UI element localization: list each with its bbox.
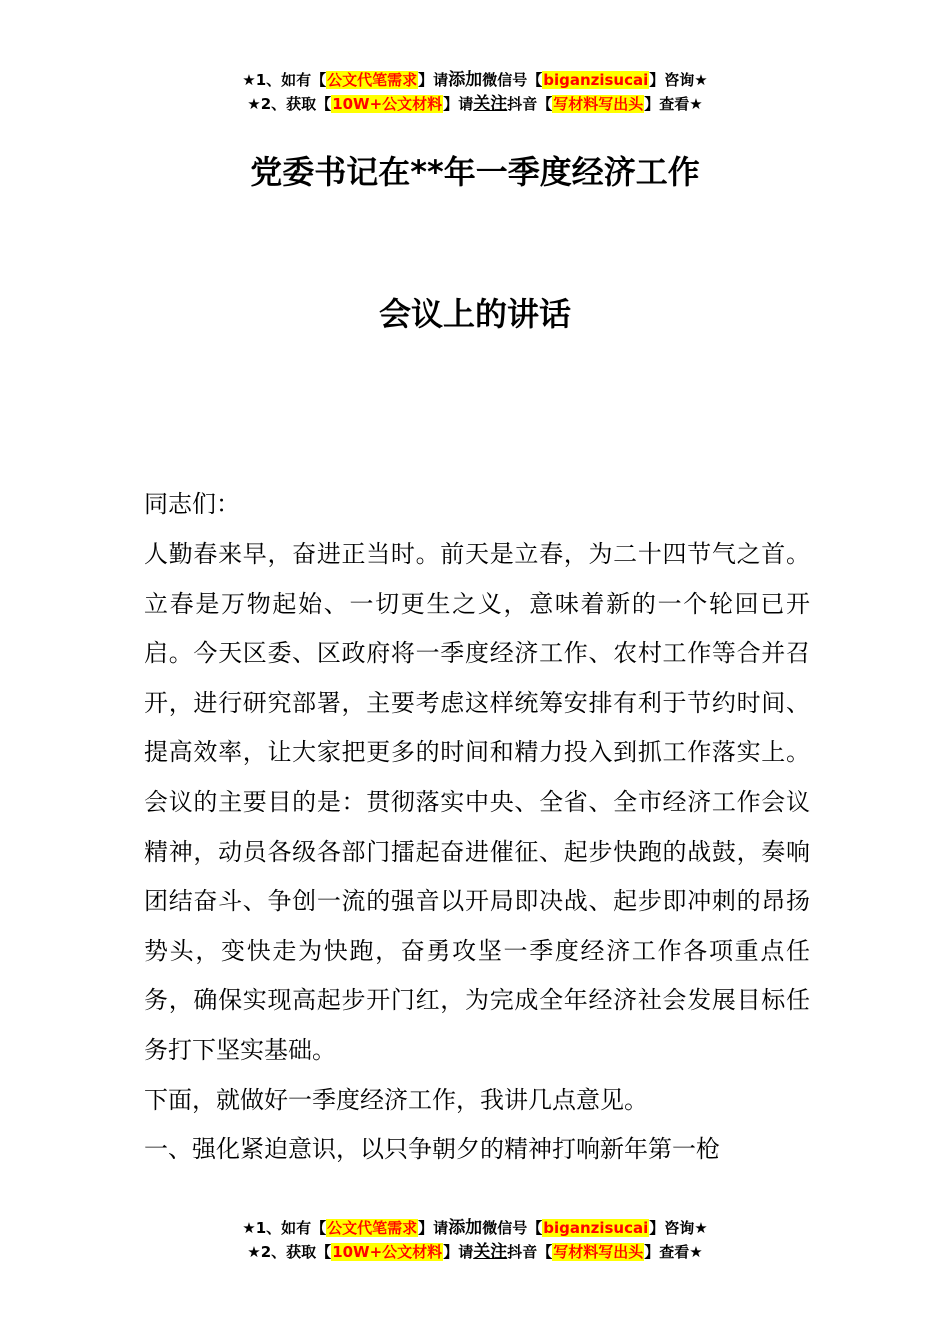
banner-line-2 — [0, 92, 950, 116]
highlight-douyin-id: 写材料写出头 — [553, 1243, 644, 1261]
banner-text: 】咨询 — [649, 1219, 695, 1237]
banner-emphasis: 关注 — [473, 1242, 508, 1262]
paragraph: 人勤春来早，奋进正当时。前天是立春，为二十四节气之首。立春是万物起始、一切更生之义，意味着新的一个轮回已开启。今天区委、区政府将一季度经济工作、农村工作等合并召开，进行研究部署，主要考虑这样统筹安排有利于节约时间、提高效率，让大家把更多的时间和精力投入到抓工作落实上。会议的主要目的是：贯彻落实中央、全省、全市经济工作会议精神，动员各级各部门擂起奋进催征、起步快跑的战鼓，奏响团结奋斗、争创一流的强音以开局即决战、起步即冲刺的昂扬势头，变快走为快跑，奋勇攻坚一季度经济工作各项重点任务，确保实现高起步开门红，为完成全年经济社会发展目标任务打下坚实基础。 — [144, 540, 810, 1064]
banner-text: 】咨询 — [649, 71, 695, 89]
banner-text: 抖音【 — [507, 95, 553, 113]
highlight-wechat-id: biganzisucai — [543, 1219, 649, 1237]
banner-line-1 — [0, 1216, 950, 1240]
star-icon: ★ — [242, 1219, 256, 1237]
banner-text: 1、如有【 — [255, 71, 327, 89]
banner-line-2 — [0, 1240, 950, 1264]
highlight-materials: 10W+公文材料 — [332, 1243, 443, 1261]
section-heading: 一、强化紧迫意识，以只争朝夕的精神打响新年第一枪 — [144, 1135, 720, 1164]
banner-text: 】请 — [443, 95, 474, 113]
banner-text: 抖音【 — [507, 1243, 553, 1261]
banner-text: 1、如有【 — [255, 1219, 327, 1237]
banner-text: 微信号【 — [482, 71, 543, 89]
banner-text: 2、获取【 — [260, 95, 332, 113]
star-icon: ★ — [247, 1243, 261, 1261]
banner-text: 】请 — [443, 1243, 474, 1261]
highlight-wechat-id: biganzisucai — [543, 71, 649, 89]
highlight-service: 公文代笔需求 — [327, 71, 418, 89]
star-icon: ★ — [242, 71, 256, 89]
document-title-line-2: 会议上的讲话 — [378, 295, 571, 333]
star-icon: ★ — [689, 95, 703, 113]
document-body — [144, 530, 810, 1175]
top-banner — [0, 68, 950, 116]
banner-emphasis: 添加 — [448, 1218, 483, 1238]
banner-text: 】查看 — [644, 1243, 690, 1261]
banner-emphasis: 添加 — [448, 70, 483, 90]
bottom-banner — [0, 1216, 950, 1264]
banner-line-1 — [0, 68, 950, 92]
banner-text: 】查看 — [644, 95, 690, 113]
star-icon: ★ — [689, 1243, 703, 1261]
banner-emphasis: 关注 — [473, 94, 508, 114]
greeting: 同志们： — [144, 490, 240, 518]
banner-text: 2、获取【 — [260, 1243, 332, 1261]
document-title-line-1: 党委书记在**年一季度经济工作 — [250, 153, 700, 191]
paragraph: 下面，就做好一季度经济工作，我讲几点意见。 — [144, 1085, 648, 1114]
highlight-service: 公文代笔需求 — [327, 1219, 418, 1237]
highlight-douyin-id: 写材料写出头 — [553, 95, 644, 113]
star-icon: ★ — [694, 71, 708, 89]
banner-text: 微信号【 — [482, 1219, 543, 1237]
banner-text: 】请 — [418, 1219, 449, 1237]
banner-text: 】请 — [418, 71, 449, 89]
highlight-materials: 10W+公文材料 — [332, 95, 443, 113]
star-icon: ★ — [694, 1219, 708, 1237]
star-icon: ★ — [247, 95, 261, 113]
